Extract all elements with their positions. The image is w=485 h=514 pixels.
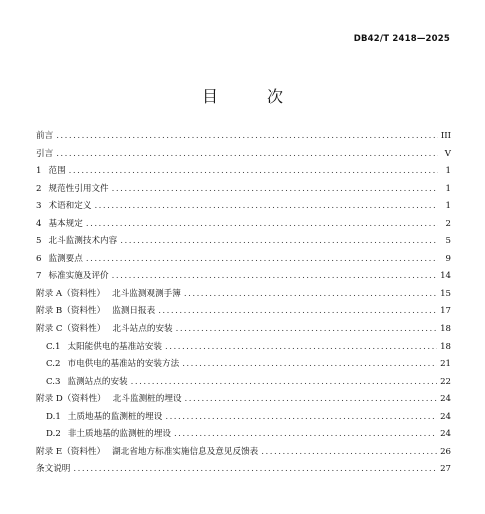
- dot-leader: [112, 268, 437, 286]
- toc-entry-number: 附录 D（资料性）: [36, 394, 106, 405]
- toc-entry[interactable]: [36, 426, 451, 444]
- toc-entry-number: 2: [36, 183, 42, 194]
- toc-entry[interactable]: [36, 286, 451, 304]
- toc-entry[interactable]: [36, 268, 451, 286]
- dot-leader: [94, 198, 438, 216]
- dot-leader: [86, 216, 438, 234]
- toc-entry-label: 湖北省地方标准实施信息及意见反馈表: [112, 446, 259, 457]
- toc-entry-label: 市电供电的基准站的安装方法: [67, 359, 180, 370]
- toc-entry[interactable]: [36, 128, 451, 146]
- toc-entry[interactable]: [36, 374, 451, 392]
- toc-entry[interactable]: [36, 181, 451, 199]
- toc-entry-page-number: 24: [440, 429, 451, 440]
- toc-entry-number: 3: [36, 201, 42, 212]
- toc-entry-page-number: 22: [440, 376, 451, 387]
- toc-entry-label: 引言: [36, 148, 54, 159]
- toc-entry[interactable]: [36, 444, 451, 462]
- toc-entry[interactable]: [36, 233, 451, 251]
- dot-leader: [185, 391, 438, 409]
- dot-leader: [176, 321, 437, 339]
- toc-entry-label: 术语和定义: [48, 201, 92, 212]
- dot-leader: [56, 128, 438, 146]
- toc-entry-page-number: 14: [440, 271, 451, 282]
- toc-entry[interactable]: [36, 198, 451, 216]
- toc-entry-page-number: 27: [440, 464, 451, 475]
- toc-entry-number: D.1: [46, 411, 61, 422]
- toc-entry-label: 太阳能供电的基准站安装: [67, 341, 163, 352]
- toc-entry-label: 基本规定: [48, 218, 83, 229]
- toc-entry-page-number: 9: [445, 253, 451, 264]
- toc-entry[interactable]: [36, 391, 451, 409]
- toc-entry-label: 规范性引用文件: [48, 183, 109, 194]
- toc-entry-number: 7: [36, 271, 42, 282]
- toc-entry-page-number: 5: [445, 236, 451, 247]
- dot-leader: [86, 251, 438, 269]
- toc-entry-number: 5: [36, 236, 42, 247]
- toc-entry-number: C.3: [46, 376, 61, 387]
- toc-entry[interactable]: [36, 339, 451, 357]
- toc-entry-label: 范围: [48, 166, 66, 177]
- dot-leader: [112, 181, 438, 199]
- toc-entry-label: 北斗监测观测手簿: [112, 288, 181, 299]
- dot-leader: [174, 426, 437, 444]
- toc-entry-label: 监测站点的安装: [67, 376, 128, 387]
- dot-leader: [184, 286, 437, 304]
- dot-leader: [261, 444, 437, 462]
- toc-entry-number: 1: [36, 166, 42, 177]
- toc-entry-page-number: 1: [445, 183, 451, 194]
- dot-leader: [131, 374, 437, 392]
- toc-entry-page-number: V: [444, 148, 451, 159]
- toc-entry-page-number: 18: [440, 341, 451, 352]
- toc-entry[interactable]: [36, 461, 451, 479]
- toc-entry-page-number: 24: [440, 411, 451, 422]
- toc-entry-page-number: 1: [445, 166, 451, 177]
- toc-entry-page-number: 24: [440, 394, 451, 405]
- toc-entry[interactable]: [36, 251, 451, 269]
- toc-entry-label: 土质地基的监测桩的埋设: [67, 411, 163, 422]
- toc-entry-page-number: III: [440, 131, 451, 141]
- toc-entry-page-number: 15: [440, 288, 451, 299]
- toc-entry-label: 非土质地基的监测桩的埋设: [67, 429, 171, 440]
- toc-entry[interactable]: [36, 409, 451, 427]
- toc-entry-label: 监测日报表: [112, 306, 156, 317]
- dot-leader: [165, 409, 437, 427]
- toc-entry-label: 北斗站点的安装: [112, 324, 173, 335]
- toc-entry-number: 4: [36, 218, 42, 229]
- toc-entry-page-number: 2: [445, 218, 451, 229]
- toc-entry[interactable]: [36, 163, 451, 181]
- toc-entry-page-number: 1: [445, 201, 451, 212]
- toc-entry[interactable]: [36, 303, 451, 321]
- toc-entry-page-number: 26: [440, 446, 451, 457]
- dot-leader: [158, 303, 437, 321]
- toc-entry-label: 标准实施及评价: [48, 271, 109, 282]
- page-title: 目 次: [201, 87, 306, 106]
- toc-entry-number: C.2: [46, 359, 61, 370]
- table-of-contents: [36, 128, 451, 479]
- toc-entry-label: 北斗监测技术内容: [48, 236, 118, 247]
- toc-entry-number: C.1: [46, 341, 61, 352]
- toc-entry-number: D.2: [46, 429, 61, 440]
- dot-leader: [73, 461, 437, 479]
- dot-leader: [182, 356, 437, 374]
- toc-entry-label: 前言: [36, 131, 54, 141]
- toc-entry-page-number: 21: [440, 359, 451, 370]
- toc-entry-label: 北斗监测桩的埋设: [112, 394, 182, 405]
- document-code: DB42/T 2418—2025: [353, 34, 450, 44]
- toc-entry-label: 监测要点: [48, 253, 83, 264]
- dot-leader: [69, 163, 438, 181]
- toc-entry-number: 6: [36, 253, 42, 264]
- toc-entry[interactable]: [36, 321, 451, 339]
- dot-leader: [56, 146, 438, 164]
- toc-entry[interactable]: [36, 216, 451, 234]
- toc-entry-page-number: 18: [440, 324, 451, 335]
- toc-entry-number: 附录 A（资料性）: [36, 288, 106, 299]
- toc-entry-label: 条文说明: [36, 464, 71, 475]
- toc-entry[interactable]: [36, 146, 451, 164]
- toc-entry-page-number: 17: [440, 306, 451, 317]
- toc-entry-number: 附录 E（资料性）: [36, 446, 106, 457]
- dot-leader: [165, 339, 437, 357]
- toc-entry[interactable]: [36, 356, 451, 374]
- dot-leader: [120, 233, 438, 251]
- toc-entry-number: 附录 C（资料性）: [36, 324, 106, 335]
- toc-entry-number: 附录 B（资料性）: [36, 306, 106, 317]
